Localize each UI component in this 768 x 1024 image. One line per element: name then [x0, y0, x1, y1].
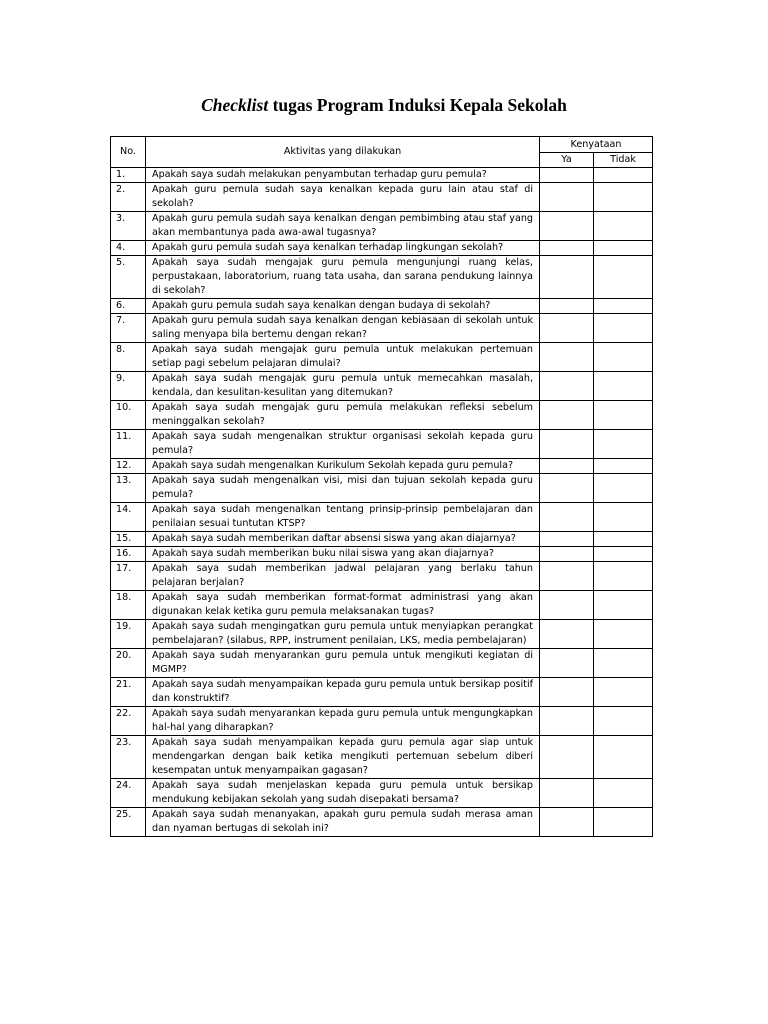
table-row: [111, 241, 653, 256]
row-no-cell[interactable]: [594, 503, 653, 532]
row-activity-text: Apakah saya sudah memberikan daftar absensi siswa yang akan diajarnya?: [146, 532, 540, 547]
row-yes-cell[interactable]: [540, 401, 594, 430]
row-number: 6.: [111, 299, 146, 314]
row-number: 12.: [111, 459, 146, 474]
table-row: [111, 168, 653, 183]
row-activity-text: Apakah guru pemula sudah saya kenalkan dengan budaya di sekolah?: [146, 299, 540, 314]
table-row: [111, 343, 653, 372]
row-no-cell[interactable]: [594, 547, 653, 562]
row-activity-text: Apakah saya sudah menanyakan, apakah guru pemula sudah merasa aman dan nyaman bertugas di sekolah ini?: [146, 808, 540, 837]
row-yes-cell[interactable]: [540, 474, 594, 503]
checklist-table: [110, 136, 653, 837]
row-activity-text: Apakah saya sudah mengenalkan tentang prinsip-prinsip pembelajaran dan penilaian sesuai tuntutan KTSP?: [146, 503, 540, 532]
header-no-answer: Tidak: [594, 153, 653, 168]
row-yes-cell[interactable]: [540, 503, 594, 532]
row-activity-text: Apakah saya sudah mengenalkan Kurikulum Sekolah kepada guru pemula?: [146, 459, 540, 474]
row-no-cell[interactable]: [594, 299, 653, 314]
row-yes-cell[interactable]: [540, 430, 594, 459]
row-no-cell[interactable]: [594, 168, 653, 183]
row-no-cell[interactable]: [594, 808, 653, 837]
row-activity-text: Apakah saya sudah mengajak guru pemula mengunjungi ruang kelas, perpustakaan, laboratorium, ruang tata usaha, dan sarana pendukung lainnya di sekolah?: [146, 256, 540, 299]
table-row: [111, 212, 653, 241]
header-activity: Aktivitas yang dilakukan: [146, 137, 540, 168]
row-activity-text: Apakah saya sudah memberikan jadwal pelajaran yang berlaku tahun pelajaran berjalan?: [146, 562, 540, 591]
row-yes-cell[interactable]: [540, 183, 594, 212]
row-number: 2.: [111, 183, 146, 212]
row-yes-cell[interactable]: [540, 707, 594, 736]
row-no-cell[interactable]: [594, 474, 653, 503]
row-activity-text: Apakah guru pemula sudah saya kenalkan kepada guru lain atau staf di sekolah?: [146, 183, 540, 212]
row-number: 7.: [111, 314, 146, 343]
row-yes-cell[interactable]: [540, 678, 594, 707]
table-row: [111, 779, 653, 808]
checklist-rows: [111, 168, 653, 837]
table-row: [111, 401, 653, 430]
table-row: [111, 503, 653, 532]
row-number: 19.: [111, 620, 146, 649]
row-yes-cell[interactable]: [540, 299, 594, 314]
row-no-cell[interactable]: [594, 678, 653, 707]
table-row: [111, 474, 653, 503]
header-no: No.: [111, 137, 146, 168]
table-row: [111, 459, 653, 474]
table-row: [111, 314, 653, 343]
row-activity-text: Apakah saya sudah memberikan buku nilai siswa yang akan diajarnya?: [146, 547, 540, 562]
row-no-cell[interactable]: [594, 736, 653, 779]
row-activity-text: Apakah saya sudah melakukan penyambutan terhadap guru pemula?: [146, 168, 540, 183]
row-yes-cell[interactable]: [540, 779, 594, 808]
row-no-cell[interactable]: [594, 372, 653, 401]
table-row: [111, 649, 653, 678]
row-number: 13.: [111, 474, 146, 503]
row-yes-cell[interactable]: [540, 547, 594, 562]
table-row: [111, 532, 653, 547]
row-no-cell[interactable]: [594, 562, 653, 591]
table-row: [111, 372, 653, 401]
row-yes-cell[interactable]: [540, 212, 594, 241]
row-activity-text: Apakah saya sudah memberikan format-format administrasi yang akan digunakan kelak ketika guru pemula melaksanakan tugas?: [146, 591, 540, 620]
row-no-cell[interactable]: [594, 620, 653, 649]
table-row: [111, 736, 653, 779]
row-yes-cell[interactable]: [540, 808, 594, 837]
row-activity-text: Apakah saya sudah menyampaikan kepada guru pemula untuk bersikap positif dan konstruktif?: [146, 678, 540, 707]
row-number: 24.: [111, 779, 146, 808]
row-activity-text: Apakah saya sudah mengajak guru pemula melakukan refleksi sebelum meninggalkan sekolah?: [146, 401, 540, 430]
row-number: 8.: [111, 343, 146, 372]
table-row: [111, 299, 653, 314]
row-number: 5.: [111, 256, 146, 299]
row-activity-text: Apakah saya sudah mengenalkan struktur organisasi sekolah kepada guru pemula?: [146, 430, 540, 459]
title-emphasis: Checklist: [201, 95, 269, 115]
row-activity-text: Apakah saya sudah menjelaskan kepada guru pemula untuk bersikap mendukung kebijakan sekolah yang sudah disepakati bersama?: [146, 779, 540, 808]
row-activity-text: Apakah saya sudah mengenalkan visi, misi dan tujuan sekolah kepada guru pemula?: [146, 474, 540, 503]
row-yes-cell[interactable]: [540, 168, 594, 183]
row-no-cell[interactable]: [594, 241, 653, 256]
row-number: 11.: [111, 430, 146, 459]
row-number: 14.: [111, 503, 146, 532]
row-activity-text: Apakah saya sudah menyarankan kepada guru pemula untuk mengungkapkan hal-hal yang diharapkan?: [146, 707, 540, 736]
row-no-cell[interactable]: [594, 212, 653, 241]
table-row: [111, 256, 653, 299]
row-number: 23.: [111, 736, 146, 779]
row-number: 17.: [111, 562, 146, 591]
row-yes-cell[interactable]: [540, 736, 594, 779]
row-number: 21.: [111, 678, 146, 707]
row-yes-cell[interactable]: [540, 532, 594, 547]
row-no-cell[interactable]: [594, 430, 653, 459]
row-activity-text: Apakah saya sudah menyampaikan kepada guru pemula agar siap untuk mendengarkan dengan baik ketika mengikuti pertemuan sebelum diberi kesempatan untuk menyampaikan gagasan?: [146, 736, 540, 779]
row-no-cell[interactable]: [594, 314, 653, 343]
row-yes-cell[interactable]: [540, 256, 594, 299]
row-no-cell[interactable]: [594, 401, 653, 430]
table-row: [111, 430, 653, 459]
row-no-cell[interactable]: [594, 459, 653, 474]
table-row: [111, 620, 653, 649]
table-row: [111, 707, 653, 736]
row-activity-text: Apakah saya sudah mengajak guru pemula untuk melakukan pertemuan setiap pagi sebelum pelajaran dimulai?: [146, 343, 540, 372]
row-number: 25.: [111, 808, 146, 837]
row-activity-text: Apakah saya sudah mengingatkan guru pemula untuk menyiapkan perangkat pembelajaran? (silabus, RPP, instrument penilaian, LKS, media pembelajaran): [146, 620, 540, 649]
row-number: 20.: [111, 649, 146, 678]
row-yes-cell[interactable]: [540, 562, 594, 591]
table-row: [111, 678, 653, 707]
row-yes-cell[interactable]: [540, 343, 594, 372]
row-activity-text: Apakah guru pemula sudah saya kenalkan dengan kebiasaan di sekolah untuk saling menyapa bila bertemu dengan rekan?: [146, 314, 540, 343]
row-no-cell[interactable]: [594, 707, 653, 736]
row-activity-text: Apakah saya sudah mengajak guru pemula untuk memecahkan masalah, kendala, dan kesulitan-kesulitan yang ditemukan?: [146, 372, 540, 401]
row-number: 3.: [111, 212, 146, 241]
row-yes-cell[interactable]: [540, 459, 594, 474]
row-no-cell[interactable]: [594, 649, 653, 678]
row-number: 9.: [111, 372, 146, 401]
page-title: [0, 95, 768, 116]
table-row: [111, 591, 653, 620]
table-row: [111, 808, 653, 837]
header-statement: Kenyataan: [540, 137, 653, 153]
row-number: 1.: [111, 168, 146, 183]
row-number: 16.: [111, 547, 146, 562]
row-number: 10.: [111, 401, 146, 430]
row-no-cell[interactable]: [594, 779, 653, 808]
table-row: [111, 562, 653, 591]
row-number: 4.: [111, 241, 146, 256]
row-number: 15.: [111, 532, 146, 547]
header-yes: Ya: [540, 153, 594, 168]
row-yes-cell[interactable]: [540, 372, 594, 401]
row-yes-cell[interactable]: [540, 591, 594, 620]
row-no-cell[interactable]: [594, 256, 653, 299]
row-number: 22.: [111, 707, 146, 736]
row-no-cell[interactable]: [594, 343, 653, 372]
row-yes-cell[interactable]: [540, 314, 594, 343]
row-activity-text: Apakah guru pemula sudah saya kenalkan terhadap lingkungan sekolah?: [146, 241, 540, 256]
row-no-cell[interactable]: [594, 591, 653, 620]
row-yes-cell[interactable]: [540, 649, 594, 678]
row-yes-cell[interactable]: [540, 620, 594, 649]
title-rest: tugas Program Induksi Kepala Sekolah: [268, 95, 567, 115]
row-activity-text: Apakah guru pemula sudah saya kenalkan dengan pembimbing atau staf yang akan membantunya pada awa-awal tugasnya?: [146, 212, 540, 241]
row-number: 18.: [111, 591, 146, 620]
row-activity-text: Apakah saya sudah menyarankan guru pemula untuk mengikuti kegiatan di MGMP?: [146, 649, 540, 678]
row-no-cell[interactable]: [594, 183, 653, 212]
table-row: [111, 547, 653, 562]
table-row: [111, 183, 653, 212]
row-no-cell[interactable]: [594, 532, 653, 547]
row-yes-cell[interactable]: [540, 241, 594, 256]
